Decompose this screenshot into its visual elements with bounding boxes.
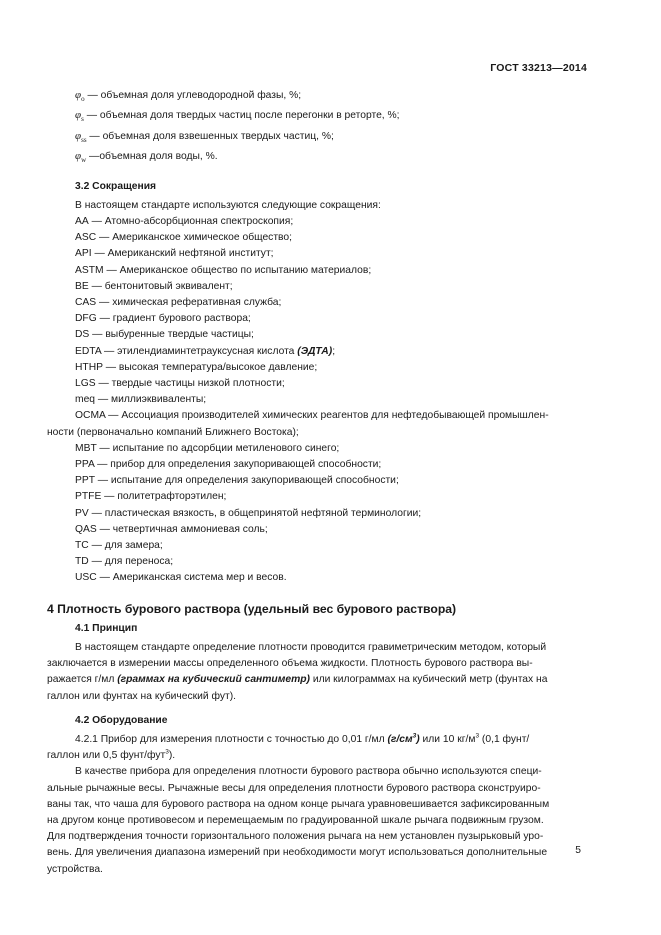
section-3-2-heading: 3.2 Сокращения: [75, 180, 157, 192]
symbol-text: — объемная доля твердых частиц после перегонки в реторте, %;: [83, 110, 400, 122]
abbreviation-item: PPT — испытание для определения закупоривающей способности;: [75, 475, 399, 487]
abbreviation-item: CAS — химическая реферативная служба;: [75, 296, 282, 308]
text-line: устройства.: [47, 863, 103, 875]
edta-bold: (ЭДТА): [297, 345, 333, 357]
section-4-heading: 4 Плотность бурового раствора (удельный вес бурового раствора): [47, 601, 457, 616]
symbol-item: [75, 107, 585, 127]
section-4-1-body: [47, 640, 585, 705]
symbol-phi: φ: [75, 89, 82, 101]
abbreviation-item: АА — Атомно-абсорбционная спектроскопия;: [75, 215, 294, 227]
symbol-text: — объемная доля взвешенных твердых частиц, %;: [86, 130, 334, 142]
page-content: [47, 87, 585, 878]
abbreviation-item: BE — бентонитовый эквивалент;: [75, 280, 233, 292]
abbreviation-item: DFG — градиент бурового раствора;: [75, 313, 251, 325]
section-4-1-heading: 4.1 Принцип: [75, 622, 138, 634]
abbreviation-item-ocma-cont: ности (первоначально компаний Ближнего Востока);: [47, 426, 299, 438]
text-line: вень. Для увеличения диапазона измерений при необходимости могут использоваться дополнительные: [47, 847, 548, 859]
text-line: галлон или фунтах на кубический фут).: [47, 690, 236, 702]
abbreviation-item: TC — для замера;: [75, 540, 163, 552]
abbreviation-item: LGS — твердые частицы низкой плотности;: [75, 378, 285, 389]
abbreviations-intro: В настоящем стандарте используются следующие сокращения:: [75, 199, 381, 211]
abbreviation-item: QAS — четвертичная аммониевая соль;: [75, 523, 268, 535]
symbol-phi: φ: [75, 129, 82, 142]
symbol-subscript: ss: [81, 135, 87, 144]
symbol-phi: φ: [75, 150, 82, 163]
abbreviation-item: meq — миллиэквиваленты;: [75, 394, 207, 406]
text-line: на другом конце противовесом и перемещаемым по градуированной шкале рычага подвижным грузом.: [47, 815, 544, 827]
text-line: ражается г/мл (граммах на кубический сантиметр) или килограммах на кубический метр (фунтах на: [47, 674, 548, 686]
abbreviation-item: TD — для переноса;: [75, 556, 174, 568]
symbol-text: — объемная доля углеводородной фазы, %;: [84, 90, 302, 101]
text-line: Для подтверждения точности горизонтального положения рычага на нем установлен пузырьковый уро-: [47, 831, 544, 843]
abbreviation-item: PV — пластическая вязкость, в общепринятой нефтяной терминологии;: [75, 507, 422, 519]
abbreviation-item: HTHP — высокая температура/высокое давление;: [75, 361, 318, 373]
abbreviation-item-ocma: OCMA — Ассоциация производителей химических реагентов для нефтедобывающей промышлен-: [75, 410, 549, 422]
abbreviation-item: ASC — Американское химическое общество;: [75, 232, 292, 244]
abbreviation-item: USC — Американская система мер и весов.: [75, 572, 287, 584]
section-4-2-body: [47, 732, 585, 878]
page-number: 5: [575, 845, 581, 856]
abbreviation-item: PTFE — политетрафторэтилен;: [75, 491, 227, 503]
abbreviation-item: MBT — испытание по адсорбции метиленового синего;: [75, 442, 340, 454]
symbol-item: [75, 87, 585, 107]
abbreviation-item: PPA — прибор для определения закупоривающей способности;: [75, 459, 382, 471]
symbol-item: [75, 128, 585, 148]
text-line: В настоящем стандарте определение плотности проводится гравиметрическим методом, который: [75, 642, 547, 654]
abbreviation-item: DS — выбуренные твердые частицы;: [75, 329, 254, 341]
unit-bold: $(г/см^3)$: [387, 732, 420, 746]
symbol-subscript: о: [81, 95, 85, 104]
text-line: 4.2.1 Прибор для измерения плотности с точностью до 0,01 г/мл $(г/см^3)$ или 10 $кг/м^3$ (0,1 фунт/: [75, 732, 530, 746]
text-line: ваны так, что чаша для бурового раствора на одном конце рычага уравновешивается зафиксированным: [47, 798, 550, 810]
text-line: В качестве прибора для определения плотности бурового раствора обычно используются специ-: [75, 766, 542, 778]
symbol-subscript: s: [81, 115, 84, 124]
symbol-list: [75, 87, 585, 169]
symbol-item: [75, 148, 585, 168]
standard-code: ГОСТ 33213—2014: [490, 62, 587, 74]
abbreviation-item: API — Американский нефтяной институт;: [75, 248, 274, 260]
symbol-phi: φ: [75, 109, 82, 122]
symbol-text: —объемная доля воды, %.: [86, 151, 218, 163]
symbol-subscript: w: [81, 156, 87, 165]
abbreviation-list: [47, 198, 585, 587]
text-line: альные рычажные весы. Рычажные весы для определения плотности бурового раствора сконструиро-: [47, 782, 541, 794]
abbreviation-item-edta: EDTA — этилендиаминтетрауксусная кислота (ЭДТА);: [75, 345, 336, 357]
abbreviation-item: ASTM — Американское общество по испытанию материалов;: [75, 264, 372, 276]
section-4-2-heading: 4.2 Оборудование: [75, 714, 168, 726]
text-line: галлон или 0,5 фунт/фут$^3$).: [47, 748, 176, 762]
unit-bold: (граммах на кубический сантиметр): [117, 674, 310, 686]
text-line: заключается в измерении массы определенного объема жидкости. Плотность бурового раствора вы-: [47, 658, 533, 670]
